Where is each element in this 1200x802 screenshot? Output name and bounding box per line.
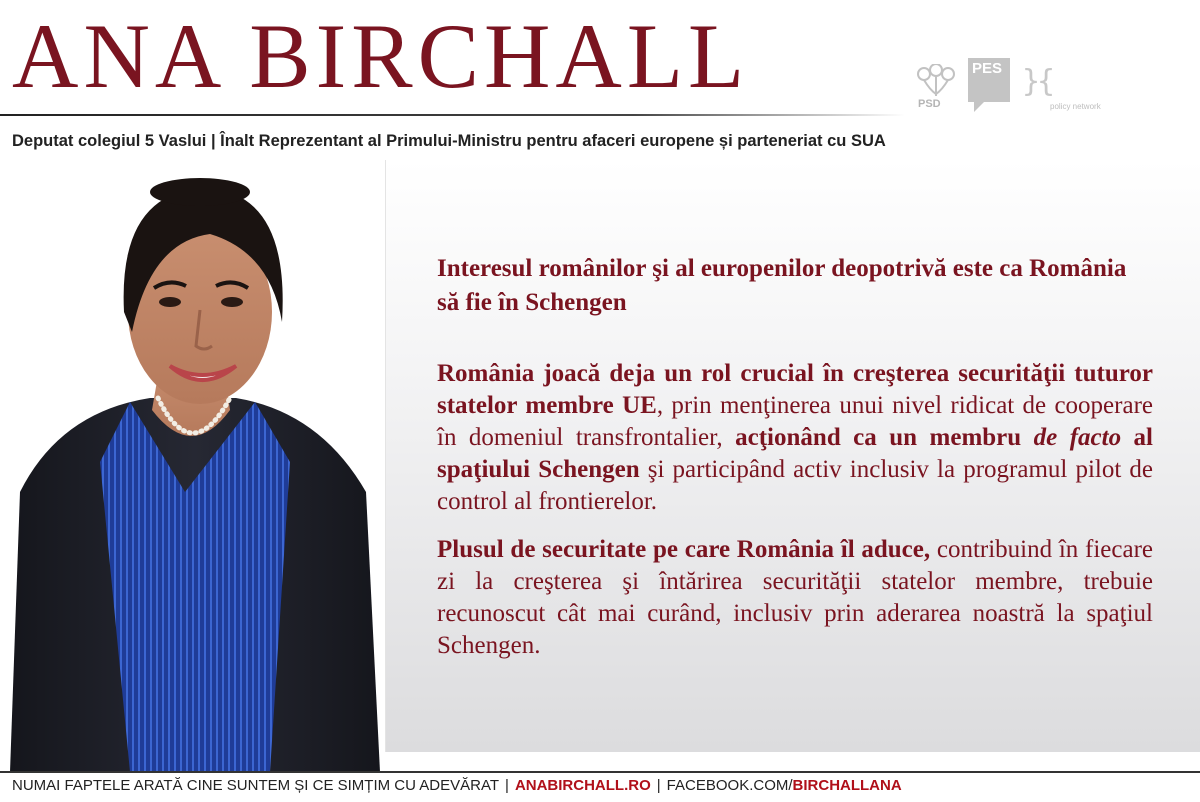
paragraph-1-emphasis-1: România joacă deja un rol crucial în creşterea securităţii tuturor statelor membre UE: [437, 360, 1153, 419]
paragraph-2-emphasis: Plusul de securitate pe care România îl aduce,: [437, 536, 931, 563]
psd-logo-text: PSD: [918, 98, 941, 110]
paragraph-1-text-1: , prin menţinerea unui nivel ridicat de cooperare în domeniul transfrontalier,: [437, 392, 1153, 451]
quote-content: [437, 252, 1153, 662]
footer-separator-2: |: [656, 777, 661, 794]
paragraph-1-emphasis-3: al spaţiului Schengen: [437, 424, 1154, 483]
paragraph-2-text: contribuind în fiecare zi la creşterea şi întărirea securităţii statelor membre, trebuie recunoscut cât mai curând, inclusiv prin aderarea noastră la spaţiul Schengen.: [437, 536, 1153, 659]
rose-icon: [912, 64, 960, 98]
footer-separator: |: [505, 777, 509, 794]
policy-network-text: policy network: [1050, 102, 1101, 111]
paragraph-1-italic: de facto: [1033, 424, 1122, 451]
facebook-handle: BIRCHALLANA: [792, 777, 902, 794]
page-title: ANA BIRCHALL: [12, 5, 750, 107]
paragraph-1-emphasis-2: acţionând ca un membru: [735, 424, 1034, 451]
website-link[interactable]: ANABIRCHALL.RO: [514, 777, 651, 794]
pes-logo: [968, 58, 1010, 114]
brackets-icon: }{: [1022, 64, 1053, 99]
paragraph-1-text-2: şi participând activ inclusiv la programul pilot de control al frontierelor.: [437, 456, 1153, 515]
psd-logo: [912, 64, 960, 114]
facebook-link[interactable]: [667, 777, 902, 794]
footer-slogan: NUMAI FAPTELE ARATĂ CINE SUNTEM ȘI CE SIMȚIM CU ADEVĂRAT: [12, 777, 500, 794]
portrait-illustration: [0, 162, 390, 772]
pes-logo-tail: [974, 102, 984, 112]
quote-heading: Interesul românilor şi al europenilor deopotrivă este ca România să fie în Schengen: [437, 255, 1127, 316]
paragraph-1: [437, 358, 1153, 518]
policy-network-logo: [1022, 64, 1112, 116]
party-logos: [912, 58, 1112, 118]
footer: [12, 777, 902, 794]
paragraph-2: [437, 534, 1153, 662]
title-divider: [0, 114, 905, 116]
subtitle: Deputat colegiul 5 Vaslui | Înalt Reprezentant al Primului-Ministru pentru afaceri europene și parteneriat cu SUA: [12, 132, 886, 150]
portrait-photo: [0, 162, 390, 772]
pes-logo-text: PES: [972, 60, 1003, 77]
facebook-prefix: FACEBOOK.COM/: [666, 777, 793, 794]
